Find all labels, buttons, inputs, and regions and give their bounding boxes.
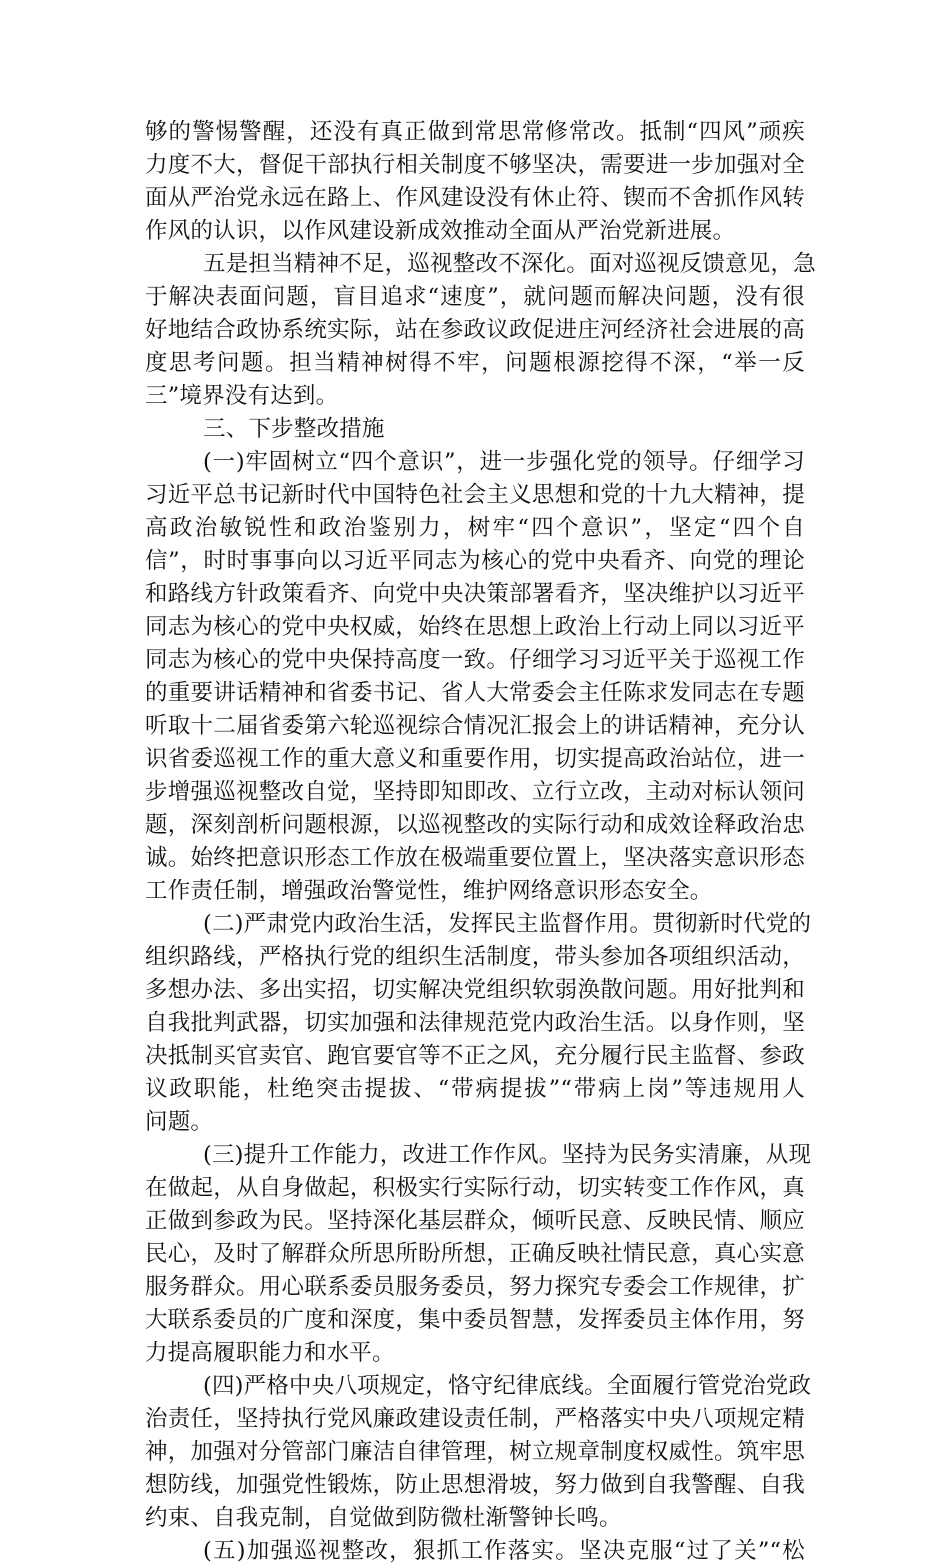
text-line: 和路线方针政策看齐、向党中央决策部署看齐，坚决维护以习近平 [145,581,805,607]
text-line: 民心，及时了解群众所思所盼所想，正确反映社情民意，真心实意 [145,1241,805,1267]
text-line: 组织路线，严格执行党的组织生活制度，带头参加各项组织活动， [145,944,805,970]
text-line: 问题。 [145,1109,214,1135]
text-line: 习近平总书记新时代中国特色社会主义思想和党的十九大精神，提 [145,482,805,508]
text-line: 题，深刻剖析问题根源，以巡视整改的实际行动和成效诠释政治忠 [145,812,805,838]
text-line: 约束、自我克制，自觉做到防微杜渐警钟长鸣。 [145,1505,622,1531]
text-line: 自我批判武器，切实加强和法律规范党内政治生活。以身作则，坚 [145,1010,805,1036]
text-line: 工作责任制，增强政治警觉性，维护网络意识形态安全。 [145,878,713,904]
text-line: 议政职能，杜绝突击提拔、“带病提拔”“带病上岗”等违规用人 [145,1076,805,1102]
text-line: 好地结合政协系统实际，站在参政议政促进庄河经济社会进展的高 [145,317,805,343]
text-line: 高政治敏锐性和政治鉴别力，树牢“四个意识”，坚定“四个自 [145,515,805,541]
text-line: 听取十二届省委第六轮巡视综合情况汇报会上的讲话精神，充分认 [145,713,805,739]
document-body [145,116,816,1568]
paragraph-first-line: 三、下步整改措施 [203,416,385,442]
paragraph-first-line: (五)加强巡视整改，狠抓工作落实。坚决克服“过了关”“松 [203,1538,805,1564]
text-line: 同志为核心的党中央权威，始终在思想上政治上行动上同以习近平 [145,614,805,640]
text-line: 度思考问题。担当精神树得不牢，问题根源挖得不深，“举一反 [145,350,805,376]
text-line: 多想办法、多出实招，切实解决党组织软弱涣散问题。用好批判和 [145,977,805,1003]
text-line: 想防线，加强党性锻炼，防止思想滑坡，努力做到自我警醒、自我 [145,1472,805,1498]
text-line: 作风的认识，以作风建设新成效推动全面从严治党新进展。 [145,218,736,244]
paragraph-first-line: (一)牢固树立“四个意识”，进一步强化党的领导。仔细学习 [203,449,805,475]
text-line: 面从严治党永远在路上、作风建设没有休止符、锲而不舍抓作风转 [145,185,805,211]
text-line: 治责任，坚持执行党风廉政建设责任制，严格落实中央八项规定精 [145,1406,805,1432]
text-line: 诚。始终把意识形态工作放在极端重要位置上，坚决落实意识形态 [145,845,805,871]
text-line: 正做到参政为民。坚持深化基层群众，倾听民意、反映民情、顺应 [145,1208,805,1234]
text-line: 于解决表面问题，盲目追求“速度”，就问题而解决问题，没有很 [145,284,805,310]
text-line: 神，加强对分管部门廉洁自律管理，树立规章制度权威性。筑牢思 [145,1439,805,1465]
text-line: 识省委巡视工作的重大意义和重要作用，切实提高政治站位，进一 [145,746,805,772]
text-line: 够的警惕警醒，还没有真正做到常思常修常改。抵制“四风”顽疾 [145,119,805,145]
text-line: 的重要讲话精神和省委书记、省人大常委会主任陈求发同志在专题 [145,680,805,706]
paragraph-first-line: 五是担当精神不足，巡视整改不深化。面对巡视反馈意见，急 [203,251,816,277]
paragraph-first-line: (二)严肃党内政治生活，发挥民主监督作用。贯彻新时代党的 [203,911,812,937]
text-line: 决抵制买官卖官、跑官要官等不正之风，充分履行民主监督、参政 [145,1043,805,1069]
text-line: 同志为核心的党中央保持高度一致。仔细学习习近平关于巡视工作 [145,647,805,673]
paragraph-first-line: (三)提升工作能力，改进工作作风。坚持为民务实清廉，从现 [203,1142,812,1168]
text-line: 力提高履职能力和水平。 [145,1340,395,1366]
text-line: 服务群众。用心联系委员服务委员，努力探究专委会工作规律，扩 [145,1274,805,1300]
text-line: 在做起，从自身做起，积极实行实际行动，切实转变工作作风，真 [145,1175,805,1201]
text-line: 大联系委员的广度和深度，集中委员智慧，发挥委员主体作用，努 [145,1307,805,1333]
text-line: 信”，时时事事向以习近平同志为核心的党中央看齐、向党的理论 [145,548,805,574]
text-line: 步增强巡视整改自觉，坚持即知即改、立行立改，主动对标认领问 [145,779,805,805]
text-line: 三”境界没有达到。 [145,383,339,409]
paragraph-first-line: (四)严格中央八项规定，恪守纪律底线。全面履行管党治党政 [203,1373,812,1399]
text-line: 力度不大，督促干部执行相关制度不够坚决，需要进一步加强对全 [145,152,805,178]
